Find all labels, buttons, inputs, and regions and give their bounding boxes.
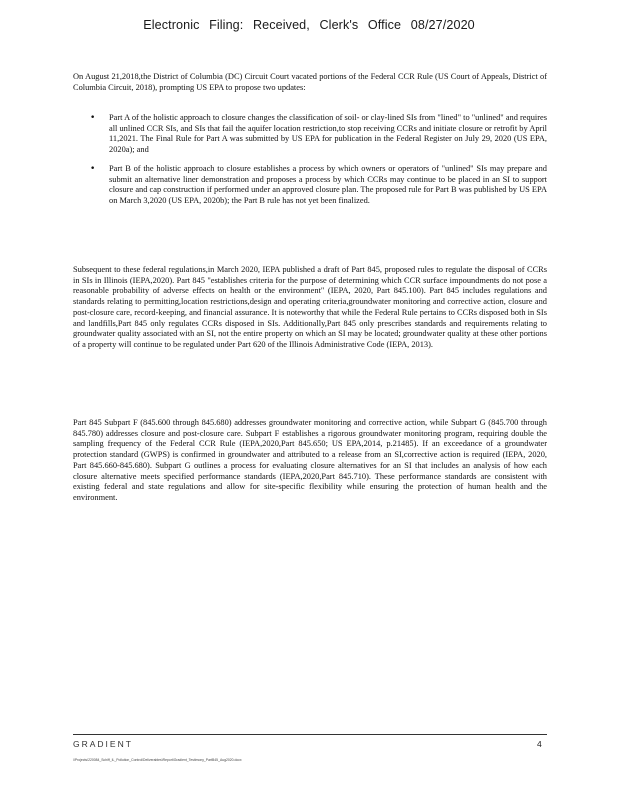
subparts-paragraph: Part 845 Subpart F (845.600 through 845.680) addresses groundwater monitoring and corrective action, while Subpart G (845.700 through 845.780) addresses closure and post-closure care. Subpart F establishes a rigorous groundwater monitoring program, requiring double the sampling frequency of the Federal CCR Rule (IEPA,2020,Part 845.650; US EPA,2014, p.21485). If an exceedance of a groundwater protection standard (GWPS) is confirmed in groundwater and attributed to a release from an SI,corrective action is required (IEPA, 2020, Part 845.660-845.680). Subpart G outlines a process for evaluating closure alternatives for an SI that includes an analysis of how each closure alternative meets specified performance standards (IEPA,2020,Part 845.710). These performance standards are consistent with existing federal and state regulations and allow for site-specific flexibility while ensuring the protection of human health and the environment. [73, 418, 547, 502]
bullet-icon: • [90, 113, 96, 123]
intro-paragraph: On August 21,2018,the District of Columbia (DC) Circuit Court vacated portions of the Federal CCR Rule (US Court of Appeals, District of Columbia Circuit, 2018), prompting US EPA to propose two updates: [73, 72, 547, 92]
rule-update-list [88, 113, 547, 215]
bullet-icon: • [90, 163, 96, 174]
file-path: \\Projects\220084_Schiff_IL_Pollution_Control\Deliverables\Report\Gradient_Testimony_PartB45_Aug2020.docx [73, 758, 242, 762]
bullet-text-part-a: Part A of the holistic approach to closure changes the classification of soil- or clay-lined SIs from "lined" to "unlined" and requires all unlined CCR SIs, and SIs that fail the aquifer location restriction,to stop receiving CCRs and initiate closure or retrofit by April 11,2021. The Final Rule for Part A was submitted by US EPA for publication in the Federal Register on July 29, 2020 (US EPA, 2020a); and [109, 113, 547, 155]
page-number: 4 [537, 739, 542, 749]
list-item [88, 113, 547, 156]
bullet-text-part-b: Part B of the holistic approach to closure establishes a process by which owners or operators of "unlined" SIs may prepare and submit an alternative liner demonstration and proposes a process by which CCRs may continue to be placed in an SI to support closure and cap construction if performed under an approved closure plan. The proposed rule for Part B was published by US EPA on March 3,2020 (US EPA, 2020b); the Part B rule has not yet been finalized. [109, 163, 547, 205]
footer-divider [73, 734, 547, 735]
filing-stamp: Electronic Filing: Received, Clerk's Office 08/27/2020 [143, 18, 475, 32]
federal-regulations-paragraph: Subsequent to these federal regulations,in March 2020, IEPA published a draft of Part 845, proposed rules to regulate the disposal of CCRs in SIs in Illinois (IEPA,2020). Part 845 "establishes criteria for the purpose of determining which CCR surface impoundments do not pose a reasonable probability of adverse effects on health or the environment" (IEPA, 2020, Part 845.100). Part 845 includes regulations and standards relating to permitting,location restrictions,design and operating criteria,groundwater monitoring and corrective action, closure and post-closure care, record-keeping, and financial assurance. It is noteworthy that while the Federal Rule pertains to CCRs disposed both in SIs and landfills,Part 845 only regulates CCRs disposed in SIs. Additionally,Part 845 only prescribes standards and requirements relating to groundwater quality associated with an SI, not the entire property on which an SI may be located; groundwater quality at these other portions of a property will continue to be regulated under Part 620 of the Illinois Administrative Code (IEPA, 2013). [73, 265, 547, 349]
list-item [88, 164, 547, 207]
gradient-logo: GRADIENT [73, 739, 133, 749]
